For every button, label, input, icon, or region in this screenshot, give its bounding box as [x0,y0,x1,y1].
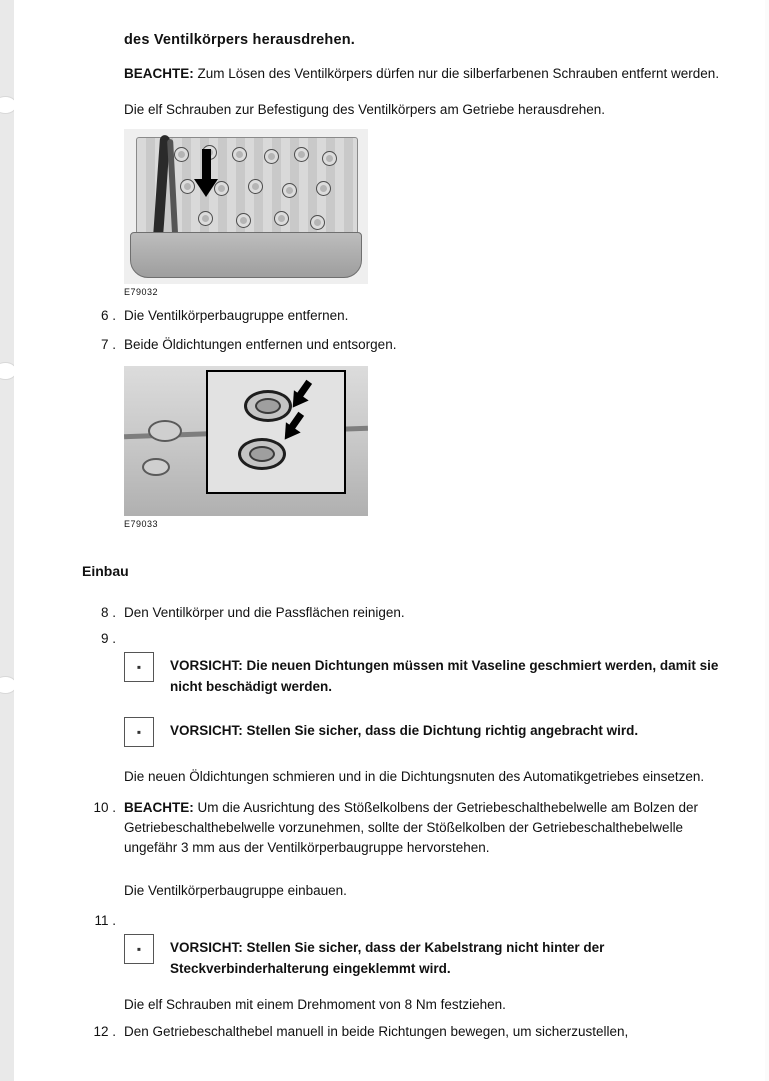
note-text: Zum Lösen des Ventilkörpers dürfen nur die silberfarbenen Schrauben entfernt werden. [193,66,720,81]
step-number: 6 . [100,308,116,324]
caution-2 [124,715,734,747]
step-7 [74,335,734,355]
broken-image-icon-wrap [124,715,154,747]
caution-1 [124,650,734,697]
figure-valve-body-image [124,129,368,284]
page-body [14,0,765,1081]
step-text: Den Getriebeschalthebel manuell in beide Richtungen bewegen, um sicherzustellen, [124,1024,629,1040]
step-number: 9 . [100,630,116,646]
note-beachte-1 [124,64,724,84]
paragraph-torque: Die elf Schrauben mit einem Drehmoment von 8 Nm festziehen. [124,996,506,1012]
note-text: Um die Ausrichtung des Stößelkolbens der Getriebeschalthebelwelle am Bolzen der Getriebeschalthebelwelle vorzunehmen, sollte der Stößelkolben der Getriebeschalthebelwelle ungefähr 3 mm aus der Ventilkörperbaugruppe hervorstehen. [124,800,699,855]
figure-caption: E79032 [124,287,159,298]
broken-image-icon: ▪ [124,717,154,747]
step-11 [74,911,734,931]
figure-oil-seals-image [124,366,368,516]
caution-text: VORSICHT: Stellen Sie sicher, dass der Kabelstrang nicht hinter der Steckverbinderhalterung eingeklemmt wird. [170,940,605,976]
paragraph-seals-lubricate: Die neuen Öldichtungen schmieren und in die Dichtungsnuten des Automatikgetriebes einsetzen. [124,768,705,784]
broken-image-icon: ▪ [124,934,154,964]
step-number: 10 . [93,800,116,816]
step-text: Beide Öldichtungen entfernen und entsorgen. [124,336,397,352]
step-number: 8 . [100,605,116,621]
step-8 [74,603,734,623]
page-left-margin [0,0,15,1081]
caution-text: VORSICHT: Stellen Sie sicher, dass die Dichtung richtig angebracht wird. [170,722,639,738]
paragraph-screws: Die elf Schrauben zur Befestigung des Ventilkörpers am Getriebe herausdrehen. [124,101,606,117]
figure-valve-body [124,129,374,297]
broken-image-icon: ▪ [124,652,154,682]
step-number: 11 . [94,912,116,928]
step-text [124,798,724,857]
page-title: des Ventilkörpers herausdrehen. [124,32,356,48]
step-text: Die Ventilkörperbaugruppe entfernen. [124,308,349,324]
broken-image-icon-wrap [124,932,154,964]
broken-image-icon-wrap [124,650,154,682]
section-title-einbau: Einbau [82,563,129,580]
step-12 [74,1022,734,1042]
caution-3 [124,932,734,979]
step-6 [74,306,734,326]
step-text: Den Ventilkörper und die Passflächen reinigen. [124,605,405,621]
step-10 [74,798,734,857]
caution-text: VORSICHT: Die neuen Dichtungen müssen mit Vaseline geschmiert werden, damit sie nicht beschädigt werden. [170,658,719,694]
step-9 [74,629,734,649]
paragraph-install-assembly: Die Ventilkörperbaugruppe einbauen. [124,883,347,899]
note-label: BEACHTE: [124,800,194,816]
figure-caption: E79033 [124,519,159,530]
document-content [74,20,734,1042]
figure-oil-seals [124,366,374,529]
step-number: 7 . [100,336,116,352]
step-number: 12 . [93,1024,116,1040]
note-label: BEACHTE: [124,66,194,81]
